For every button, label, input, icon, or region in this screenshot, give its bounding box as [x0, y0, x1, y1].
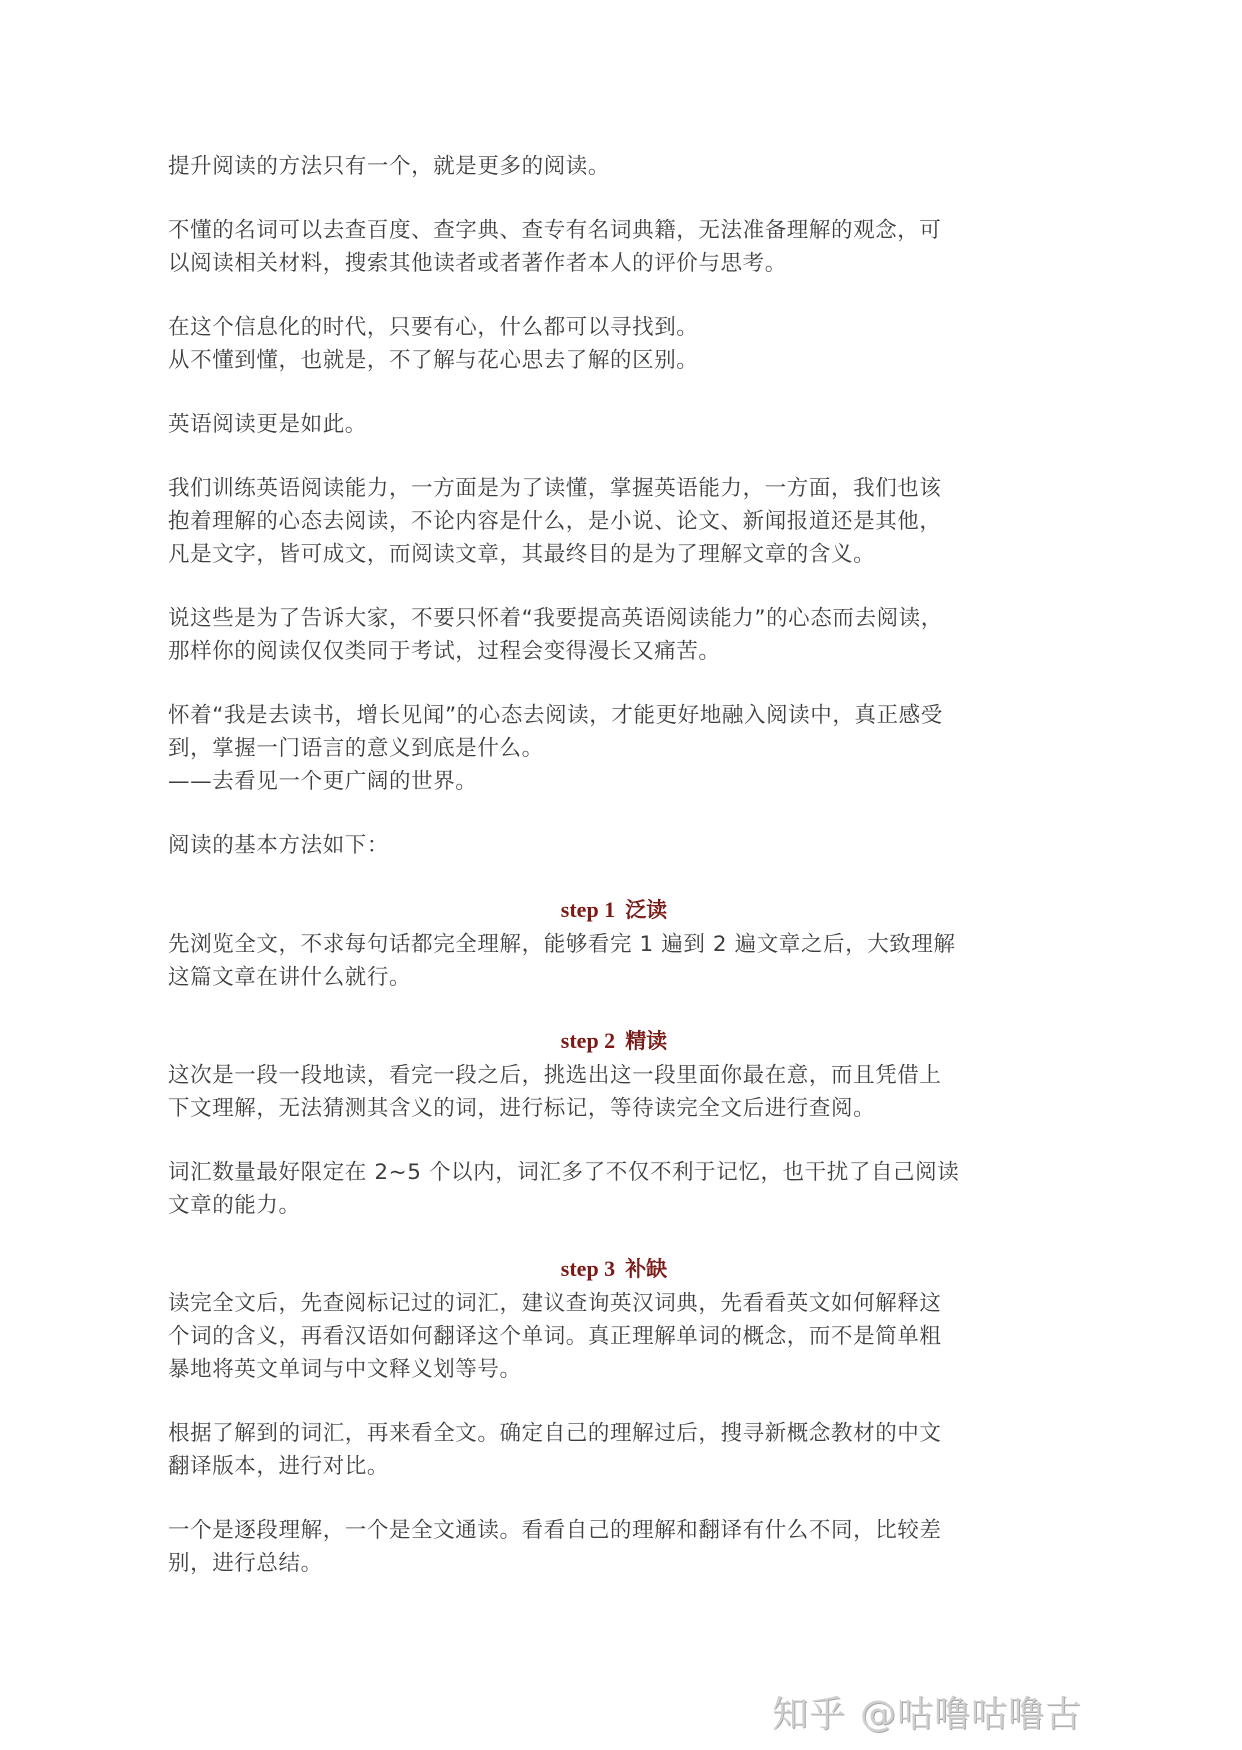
paragraph	[168, 1417, 1060, 1483]
text-line: 读完全文后，先查阅标记过的词汇，建议查询英汉词典，先看看英文如何解释这	[168, 1291, 942, 1316]
step-number: step 3	[560, 1256, 616, 1281]
text-line: 别，进行总结。	[168, 1551, 323, 1576]
paragraph	[168, 928, 1060, 994]
paragraph	[168, 214, 1060, 280]
paragraph	[168, 1514, 1060, 1580]
text-line: 凡是文字，皆可成文，而阅读文章，其最终目的是为了理解文章的含义。	[168, 542, 876, 567]
text-line: 下文理解，无法猜测其含义的词，进行标记，等待读完全文后进行查阅。	[168, 1096, 876, 1121]
paragraph	[168, 1059, 1060, 1125]
text-line: 以阅读相关材料，搜索其他读者或者著作者本人的评价与思考。	[168, 251, 787, 276]
text-line: 抱着理解的心态去阅读，不论内容是什么，是小说、论文、新闻报道还是其他，	[168, 509, 942, 534]
author-handle: @咕噜咕噜古	[859, 1694, 1082, 1735]
step-1-section	[168, 894, 1060, 994]
paragraph	[168, 1287, 1060, 1386]
intro-section	[168, 150, 1060, 862]
paragraph	[168, 1156, 1060, 1222]
text-line: 说这些是为了告诉大家，不要只怀着“我要提高英语阅读能力”的心态而去阅读，	[168, 606, 943, 631]
step-title: 补缺	[625, 1257, 668, 1281]
paragraph	[168, 472, 1060, 571]
text-line: 根据了解到的词汇，再来看全文。确定自己的理解过后，搜寻新概念教材的中文	[168, 1421, 942, 1446]
paragraph	[168, 311, 1060, 377]
text-line: ——去看见一个更广阔的世界。	[168, 769, 478, 794]
text-line: 英语阅读更是如此。	[168, 412, 367, 437]
platform-name: 知乎	[771, 1694, 846, 1735]
paragraph	[168, 150, 1060, 183]
text-line: 在这个信息化的时代，只要有心，什么都可以寻找到。	[168, 315, 699, 340]
paragraph	[168, 699, 1060, 798]
paragraph	[168, 408, 1060, 441]
methods-intro	[168, 829, 1060, 862]
text-line: 阅读的基本方法如下：	[168, 833, 390, 858]
text-line: 这次是一段一段地读，看完一段之后，挑选出这一段里面你最在意，而且凭借上	[168, 1063, 942, 1088]
text-line: 个词的含义，再看汉语如何翻译这个单词。真正理解单词的概念，而不是简单粗	[168, 1324, 942, 1349]
text-line: 文章的能力。	[168, 1193, 301, 1218]
step-number: step 1	[560, 897, 616, 922]
text-line: 这篇文章在讲什么就行。	[168, 965, 412, 990]
document-body	[168, 150, 1060, 1611]
text-line: 一个是逐段理解，一个是全文通读。看看自己的理解和翻译有什么不同，比较差	[168, 1518, 942, 1543]
text-line: 不懂的名词可以去查百度、查字典、查专有名词典籍，无法准备理解的观念，可	[168, 218, 942, 243]
text-line: 提升阅读的方法只有一个，就是更多的阅读。	[168, 154, 611, 179]
text-line: 我们训练英语阅读能力，一方面是为了读懂，掌握英语能力，一方面，我们也该	[168, 476, 942, 501]
step-title: 泛读	[625, 898, 668, 922]
step-heading	[168, 1025, 1060, 1057]
text-line: 怀着“我是去读书，增长见闻”的心态去阅读，才能更好地融入阅读中，真正感受	[168, 703, 943, 728]
step-3-section	[168, 1253, 1060, 1580]
paragraph	[168, 602, 1060, 668]
text-line: 到，掌握一门语言的意义到底是什么。	[168, 736, 544, 761]
text-line: 先浏览全文，不求每句话都完全理解，能够看完 1 遍到 2 遍文章之后，大致理解	[168, 932, 956, 957]
text-line: 那样你的阅读仅仅类同于考试，过程会变得漫长又痛苦。	[168, 639, 721, 664]
text-line: 暴地将英文单词与中文释义划等号。	[168, 1357, 522, 1382]
step-number: step 2	[560, 1028, 616, 1053]
text-line: 词汇数量最好限定在 2~5 个以内，词汇多了不仅不利于记忆，也干扰了自己阅读	[168, 1160, 960, 1185]
text-line: 从不懂到懂，也就是，不了解与花心思去了解的区别。	[168, 348, 699, 373]
step-heading	[168, 894, 1060, 926]
text-line: 翻译版本，进行对比。	[168, 1454, 390, 1479]
step-title: 精读	[625, 1029, 668, 1053]
step-2-section	[168, 1025, 1060, 1222]
zhihu-watermark	[772, 1686, 1082, 1737]
step-heading	[168, 1253, 1060, 1285]
